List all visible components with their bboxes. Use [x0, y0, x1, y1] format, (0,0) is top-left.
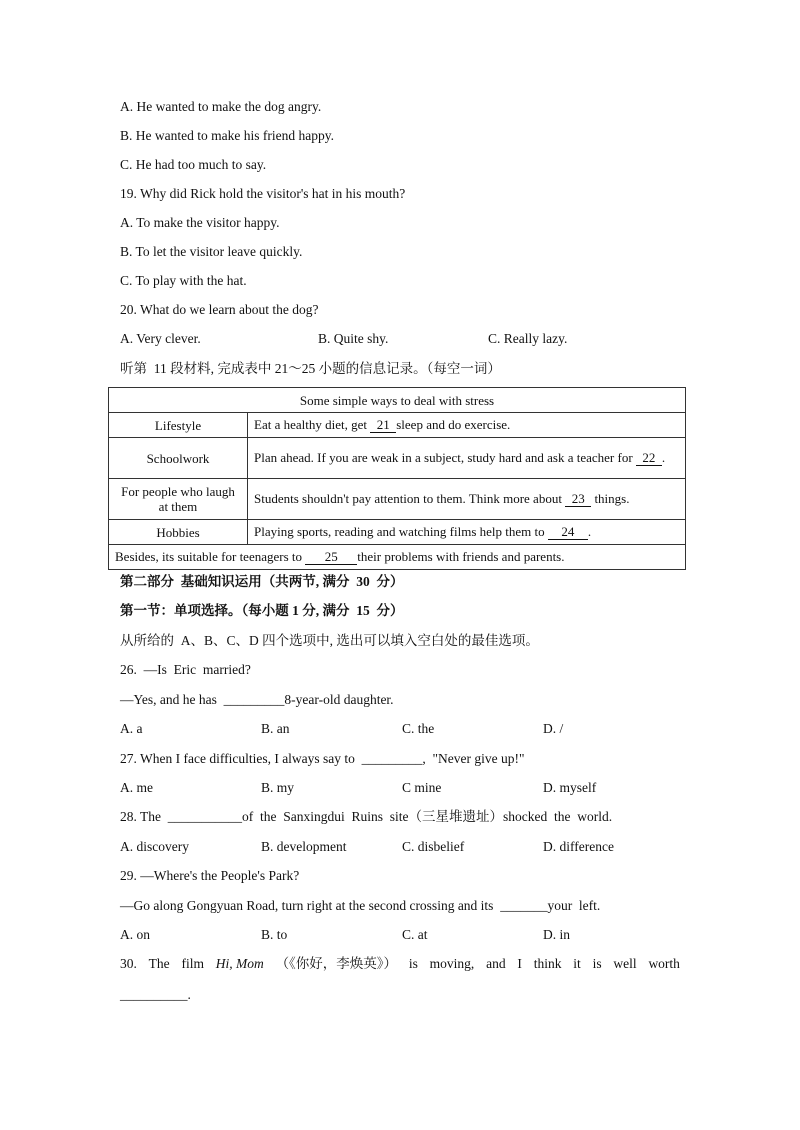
answer-blank-25: 25 — [305, 549, 357, 565]
listening-instruction: 听第 11 段材料, 完成表中 21～25 小题的信息记录。（每空一词） — [120, 361, 501, 376]
q28-option-d: D. difference — [543, 839, 614, 854]
row-text: sleep and do exercise. — [396, 417, 511, 432]
table-row — [109, 479, 686, 520]
q18-option-b: B. He wanted to make his friend happy. — [120, 128, 334, 143]
q30-word: and — [486, 956, 506, 971]
table-title-row — [109, 388, 686, 413]
q29-question: 29. —Where's the People's Park? — [120, 868, 300, 883]
table-row — [109, 413, 686, 438]
q26-question: 26. —Is Eric married? — [120, 662, 251, 677]
row-content — [248, 413, 686, 438]
row-content — [248, 438, 686, 479]
footer-text: their problems with friends and parents. — [357, 549, 565, 564]
row-content — [248, 520, 686, 545]
row-content — [248, 479, 686, 520]
q30-word: is — [592, 956, 602, 971]
q30-word: it — [573, 956, 581, 971]
q19-option-a: A. To make the visitor happy. — [120, 215, 280, 230]
q30-film-title-chinese: （《你好，李焕英》） — [275, 956, 398, 971]
q30-word: is — [408, 956, 418, 971]
row-text: . — [587, 524, 592, 539]
table-footer-row — [109, 545, 686, 570]
q29-option-a: A. on — [120, 927, 150, 942]
q30-film-title: Hi, Mom — [215, 956, 264, 971]
q20-option-b: B. Quite shy. — [318, 331, 389, 346]
q27-option-b: B. my — [261, 780, 295, 795]
table-row — [109, 520, 686, 545]
q30-word: I — [517, 956, 522, 971]
q27-option-a: A. me — [120, 780, 153, 795]
q26-option-c: C. the — [402, 721, 435, 736]
stress-info-table — [108, 387, 686, 570]
footer-text: Besides, its suitable for teenagers to — [115, 549, 306, 564]
q29-option-b: B. to — [261, 927, 288, 942]
q30-word: 30. — [120, 956, 137, 971]
q29-option-c: C. at — [402, 927, 428, 942]
q30-question — [120, 956, 680, 972]
row-text: Plan ahead. If you are weak in a subject, study hard and ask a teacher for — [254, 450, 636, 465]
answer-blank-21: 21 — [370, 417, 396, 433]
row-text: . — [661, 450, 666, 465]
table-title: Some simple ways to deal with stress — [109, 388, 686, 413]
q27-option-d: D. myself — [543, 780, 597, 795]
q28-question: 28. The ___________of the Sanxingdui Ruins site（三星堆遗址）shocked the world. — [120, 809, 613, 824]
q30-word: worth — [648, 956, 680, 971]
q30-word: film — [181, 956, 204, 971]
part2-heading: 第二部分 基础知识运用（共两节, 满分 30 分） — [120, 574, 404, 589]
q18-option-a: A. He wanted to make the dog angry. — [120, 99, 322, 114]
q30-word: moving, — [429, 956, 475, 971]
q30-word: think — [533, 956, 562, 971]
q26-option-b: B. an — [261, 721, 290, 736]
q26-option-d: D. / — [543, 721, 564, 736]
q29-option-d: D. in — [543, 927, 570, 942]
row-text: things. — [591, 491, 630, 506]
row-text: Students shouldn't pay attention to them. Think more about — [254, 491, 566, 506]
row-label: Hobbies — [109, 520, 248, 545]
q19-option-c: C. To play with the hat. — [120, 273, 247, 288]
q30-word: well — [613, 956, 637, 971]
q27-question: 27. When I face difficulties, I always say to _________, "Never give up!" — [120, 751, 525, 766]
q28-option-a: A. discovery — [120, 839, 189, 854]
answer-blank-24: 24 — [548, 524, 588, 540]
q18-option-c: C. He had too much to say. — [120, 157, 267, 172]
q26-option-a: A. a — [120, 721, 143, 736]
q30-answer-blank: __________. — [120, 987, 191, 1002]
q19-option-b: B. To let the visitor leave quickly. — [120, 244, 303, 259]
table-footer — [109, 545, 686, 570]
q28-option-b: B. development — [261, 839, 347, 854]
row-label: Lifestyle — [109, 413, 248, 438]
row-label: For people who laugh at them — [109, 479, 248, 520]
q28-option-c: C. disbelief — [402, 839, 465, 854]
q26-dialogue: —Yes, and he has _________8-year-old daughter. — [120, 692, 394, 707]
table-row — [109, 438, 686, 479]
q20-option-a: A. Very clever. — [120, 331, 201, 346]
q20-question: 20. What do we learn about the dog? — [120, 302, 319, 317]
q19-question: 19. Why did Rick hold the visitor's hat in his mouth? — [120, 186, 406, 201]
row-text: Eat a healthy diet, get — [254, 417, 371, 432]
row-label: Schoolwork — [109, 438, 248, 479]
section1-instruction: 从所给的 A、B、C、D 四个选项中, 选出可以填入空白处的最佳选项。 — [120, 633, 539, 648]
section1-heading: 第一节：单项选择。（每小题 1 分, 满分 15 分） — [120, 603, 404, 618]
q20-option-c: C. Really lazy. — [488, 331, 568, 346]
row-text: Playing sports, reading and watching films help them to — [254, 524, 548, 539]
q29-dialogue: —Go along Gongyuan Road, turn right at the second crossing and its _______your left. — [120, 898, 601, 913]
answer-blank-22: 22 — [636, 450, 662, 466]
answer-blank-23: 23 — [565, 491, 591, 507]
q27-option-c: C mine — [402, 780, 442, 795]
q30-word: The — [148, 956, 170, 971]
